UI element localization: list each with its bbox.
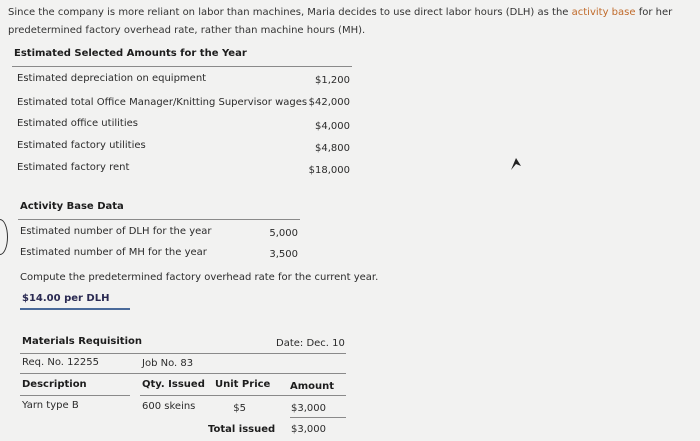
estimate-value-factory-utilities: $4,800	[315, 143, 350, 154]
col-header-unit-price: Unit Price	[215, 379, 271, 390]
activity-value-mh: 3,500	[269, 249, 298, 260]
estimate-label-wages: Estimated total Office Manager/Knitting Supervisor wages	[17, 97, 308, 108]
col-header-amount: Amount	[290, 381, 335, 392]
activity-label-mh: Estimated number of MH for the year	[20, 247, 207, 258]
estimate-label-office-utilities: Estimated office utilities	[17, 118, 138, 129]
estimate-value-depreciation: $1,200	[315, 75, 350, 86]
answer-underline	[20, 308, 130, 310]
estimate-value-office-utilities: $4,000	[315, 121, 350, 132]
row-description: Yarn type B	[22, 400, 79, 411]
amount-underline	[290, 417, 346, 418]
requisition-req-no: Req. No. 12255	[22, 357, 99, 368]
requisition-job-no: Job No. 83	[142, 358, 194, 369]
requisition-date: Date: Dec. 10	[276, 338, 345, 349]
requisition-divider-top	[20, 353, 346, 354]
col-header-qty: Qty. Issued	[142, 379, 205, 390]
activity-value-dlh: 5,000	[269, 228, 298, 239]
total-issued-value: $3,000	[291, 424, 326, 435]
estimate-label-factory-utilities: Estimated factory utilities	[17, 140, 146, 151]
total-issued-label: Total issued	[208, 424, 276, 435]
activity-question: Compute the predetermined factory overhead rate for the current year.	[20, 272, 379, 283]
row-amount: $3,000	[291, 403, 326, 414]
mouse-cursor-icon	[510, 157, 522, 171]
estimates-title: Estimated Selected Amounts for the Year	[14, 48, 247, 59]
row-unit-price: $5	[233, 403, 246, 414]
requisition-divider-mid	[20, 373, 346, 374]
left-edge-bracket	[0, 219, 8, 255]
activity-label-dlh: Estimated number of DLH for the year	[20, 226, 212, 237]
intro-text-after: for her predetermined factory overhead rate, rather than machine hours (MH).	[8, 7, 673, 36]
desc-col-underline	[20, 395, 130, 396]
answer-field[interactable]: $14.00 per DLH	[22, 293, 110, 304]
estimate-label-factory-rent: Estimated factory rent	[17, 162, 130, 173]
activity-title: Activity Base Data	[20, 201, 124, 212]
activity-divider	[18, 219, 300, 220]
estimate-value-wages: $42,000	[308, 97, 350, 108]
header-row-underline	[140, 395, 346, 396]
requisition-title: Materials Requisition	[22, 336, 142, 347]
estimate-label-depreciation: Estimated depreciation on equipment	[17, 73, 207, 84]
intro-paragraph	[8, 4, 694, 40]
intro-text-before: Since the company is more reliant on labor than machines, Maria decides to use direct labor hours (DLH) as the	[8, 7, 572, 18]
col-header-description: Description	[22, 379, 87, 390]
estimates-divider	[12, 66, 352, 67]
row-qty: 600 skeins	[142, 401, 196, 412]
estimate-value-factory-rent: $18,000	[308, 165, 350, 176]
activity-base-term: activity base	[571, 7, 636, 18]
